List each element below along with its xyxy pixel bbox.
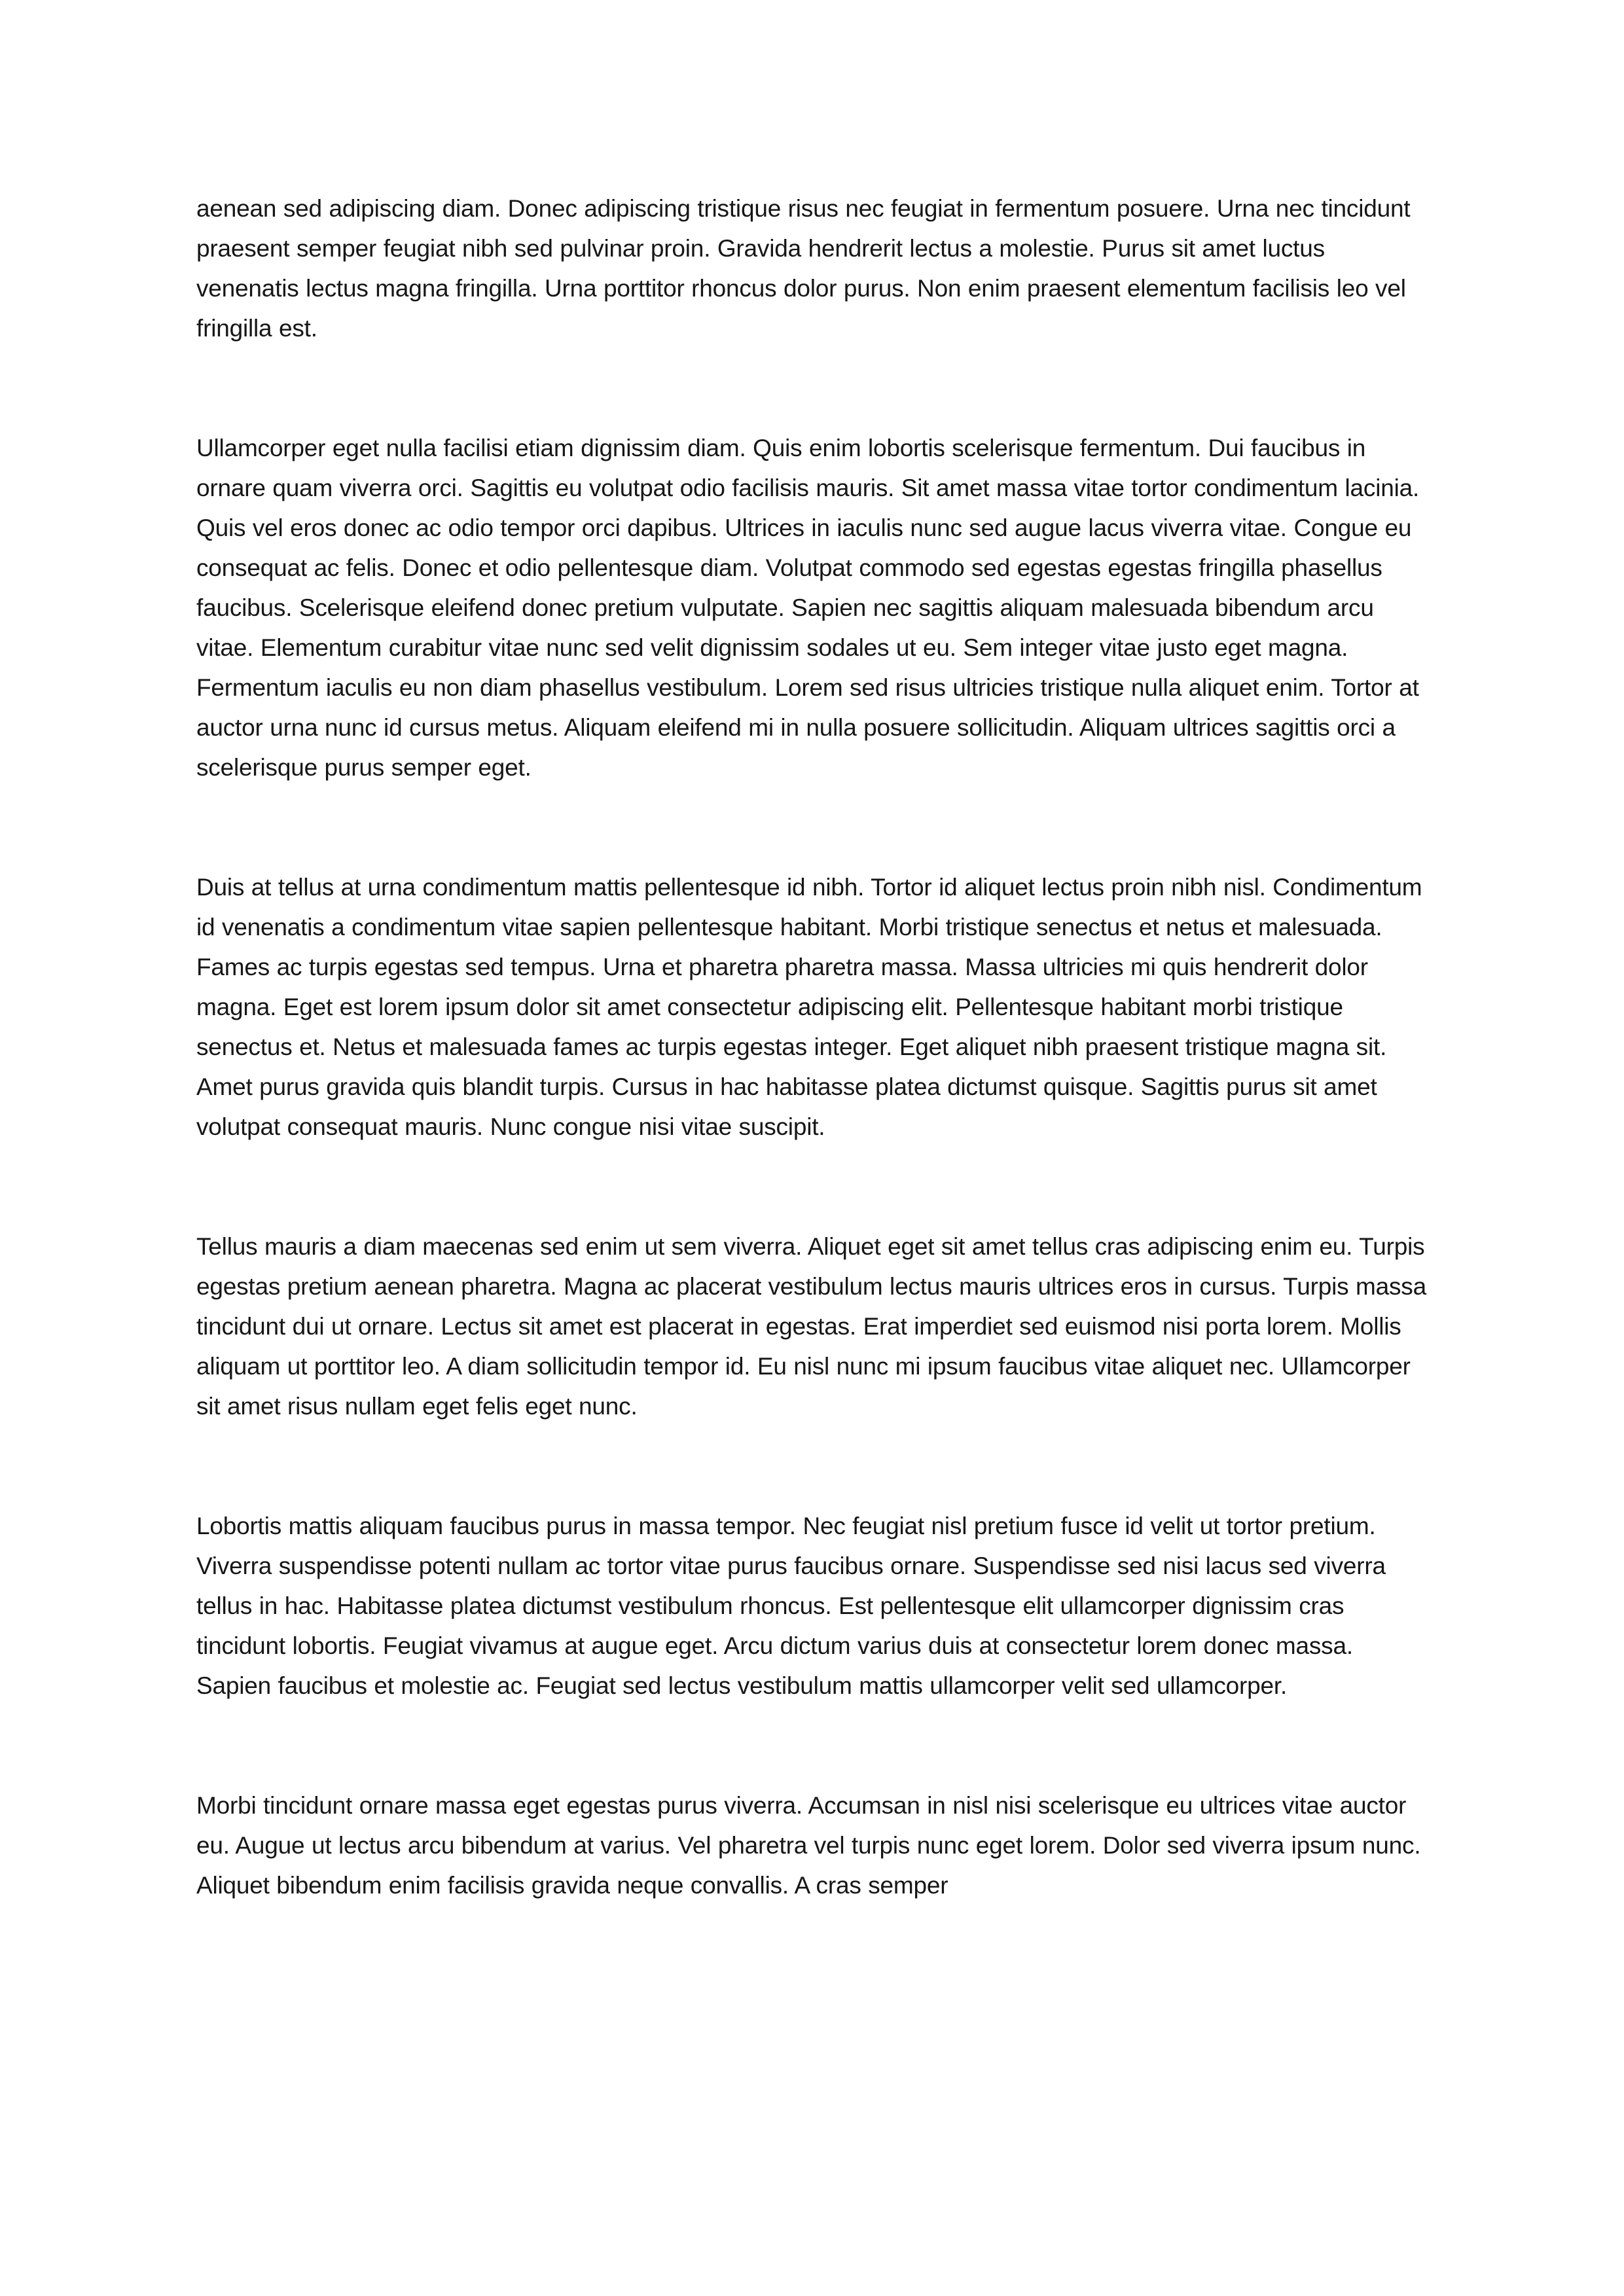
paragraph: Ullamcorper eget nulla facilisi etiam dignissim diam. Quis enim lobortis scelerisque fermentum. Dui faucibus in ornare quam viverra orci. Sagittis eu volutpat odio facilisis mauris. Sit amet massa vitae tortor condimentum lacinia. Quis vel eros donec ac odio tempor orci dapibus. Ultrices in iaculis nunc sed augue lacus viverra vitae. Congue eu consequat ac felis. Donec et odio pellentesque diam. Volutpat commodo sed egestas egestas fringilla phasellus faucibus. Scelerisque eleifend donec pretium vulputate. Sapien nec sagittis aliquam malesuada bibendum arcu vitae. Elementum curabitur vitae nunc sed velit dignissim sodales ut eu. Sem integer vitae justo eget magna. Fermentum iaculis eu non diam phasellus vestibulum. Lorem sed risus ultricies tristique nulla aliquet enim. Tortor at auctor urna nunc id cursus metus. Aliquam eleifend mi in nulla posuere sollicitudin. Aliquam ultrices sagittis orci a scelerisque purus semper eget. — [196, 435, 1420, 781]
paragraph: aenean sed adipiscing diam. Donec adipiscing tristique risus nec feugiat in fermentum posuere. Urna nec tincidunt praesent semper feugiat nibh sed pulvinar proin. Gravida hendrerit lectus a molestie. Purus sit amet luctus venenatis lectus magna fringilla. Urna porttitor rhoncus dolor purus. Non enim praesent elementum facilisis leo vel fringilla est. — [196, 195, 1411, 342]
paragraph: Duis at tellus at urna condimentum mattis pellentesque id nibh. Tortor id aliquet lectus proin nibh nisl. Condimentum id venenatis a condimentum vitae sapien pellentesque habitant. Morbi tristique senectus et netus et malesuada. Fames ac turpis egestas sed tempus. Urna et pharetra pharetra massa. Massa ultricies mi quis hendrerit dolor magna. Eget est lorem ipsum dolor sit amet consectetur adipiscing elit. Pellentesque habitant morbi tristique senectus et. Netus et malesuada fames ac turpis egestas integer. Eget aliquet nibh praesent tristique magna sit. Amet purus gravida quis blandit turpis. Cursus in hac habitasse platea dictumst quisque. Sagittis purus sit amet volutpat consequat mauris. Nunc congue nisi vitae suscipit. — [196, 874, 1422, 1140]
paragraph: Morbi tincidunt ornare massa eget egestas purus viverra. Accumsan in nisl nisi scelerisque eu ultrices vitae auctor eu. Augue ut lectus arcu bibendum at varius. Vel pharetra vel turpis nunc eget lorem. Dolor sed viverra ipsum nunc. Aliquet bibendum enim facilisis gravida neque convallis. A cras semper — [196, 1792, 1421, 1899]
paragraph: Tellus mauris a diam maecenas sed enim ut sem viverra. Aliquet eget sit amet tellus cras adipiscing enim eu. Turpis egestas pretium aenean pharetra. Magna ac placerat vestibulum lectus mauris ultrices eros in cursus. Turpis massa tincidunt dui ut ornare. Lectus sit amet est placerat in egestas. Erat imperdiet sed euismod nisi porta lorem. Mollis aliquam ut porttitor leo. A diam sollicitudin tempor id. Eu nisl nunc mi ipsum faucibus vitae aliquet nec. Ullamcorper sit amet risus nullam eget felis eget nunc. — [196, 1233, 1426, 1420]
paragraph: Lobortis mattis aliquam faucibus purus in massa tempor. Nec feugiat nisl pretium fusce id velit ut tortor pretium. Viverra suspendisse potenti nullam ac tortor vitae purus faucibus ornare. Suspendisse sed nisi lacus sed viverra tellus in hac. Habitasse platea dictumst vestibulum rhoncus. Est pellentesque elit ullamcorper dignissim cras tincidunt lobortis. Feugiat vivamus at augue eget. Arcu dictum varius duis at consectetur lorem donec massa. Sapien faucibus et molestie ac. Feugiat sed lectus vestibulum mattis ullamcorper velit sed ullamcorper. — [196, 1513, 1386, 1699]
